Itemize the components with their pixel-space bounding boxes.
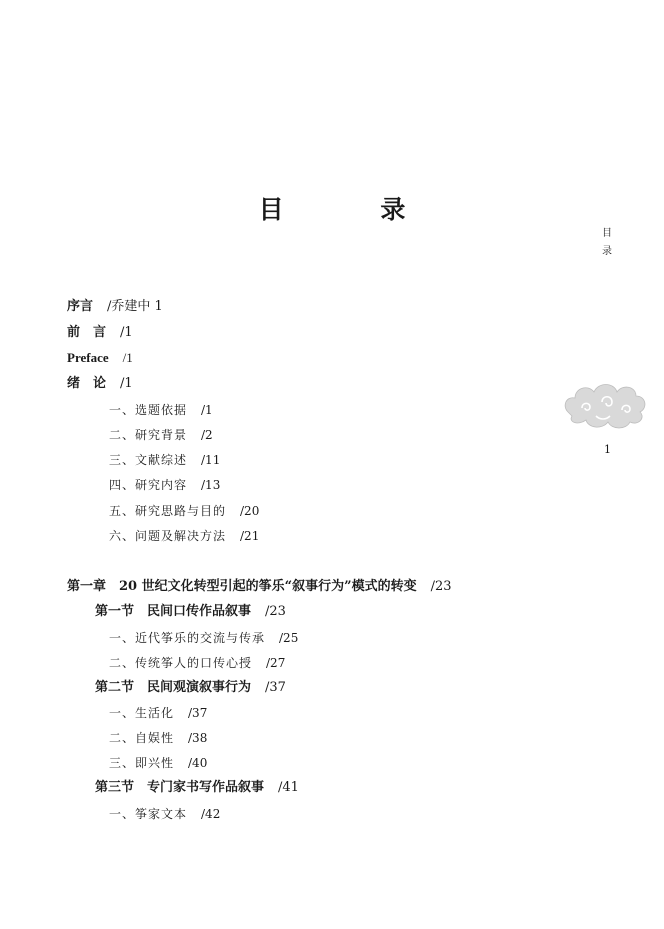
toc-entry-page: /37 [265, 680, 286, 695]
toc-entry-page: /1 [201, 403, 213, 417]
toc-entry-section [95, 679, 286, 697]
toc-entry-page: /1 [120, 376, 133, 391]
toc-entry-title: 绪 论 [67, 376, 107, 391]
toc-entry-title: 六、问题及解决方法 [109, 529, 227, 543]
toc-entry-page: /1 [120, 325, 133, 340]
toc-entry-page: /38 [188, 731, 208, 745]
toc-entry-title: 二、传统筝人的口传心授 [109, 656, 253, 670]
toc-entry-title: 前 言 [67, 325, 107, 340]
toc-entry-title: 序言 [67, 299, 94, 314]
toc-entry-page: /13 [201, 478, 221, 492]
toc-entry-page: /11 [201, 453, 221, 467]
toc-entry [109, 502, 259, 520]
toc-entry-page: /乔建中 1 [107, 299, 163, 314]
toc-entry-page: /25 [279, 631, 299, 645]
toc-entry [109, 654, 285, 672]
toc-entry-preface-en [67, 349, 133, 367]
toc-entry [109, 729, 207, 747]
toc-entry-foreword [67, 324, 133, 342]
toc-entry-title: 一、生活化 [109, 706, 175, 720]
toc-entry-page: /40 [188, 756, 208, 770]
toc-entry-page: /1 [122, 350, 133, 365]
toc-entry [109, 451, 220, 469]
page-title: 目 录 [258, 195, 450, 224]
toc-entry-title: 一、筝家文本 [109, 807, 188, 821]
toc-entry-title: 一、近代筝乐的交流与传承 [109, 631, 266, 645]
toc-entry-title: 四、研究内容 [109, 478, 188, 492]
toc-entry-title: 第二节 民间观演叙事行为 [95, 680, 252, 695]
toc-entry-page: /27 [266, 656, 286, 670]
toc-entry [109, 805, 220, 823]
toc-entry-page: /21 [240, 529, 260, 543]
toc-entry [109, 401, 213, 419]
toc-entry [109, 476, 220, 494]
toc-entry-page: /23 [430, 579, 452, 594]
toc-entry-page: /23 [265, 604, 286, 619]
toc-entry [109, 527, 259, 545]
toc-entry-title: 一、选题依据 [109, 403, 188, 417]
toc-entry-title: 五、研究思路与目的 [109, 504, 227, 518]
toc-entry-page: /20 [240, 504, 260, 518]
toc-entry-title: 二、研究背景 [109, 428, 188, 442]
toc-entry-section [95, 603, 286, 621]
side-tab-char-1: 目 [602, 228, 612, 239]
toc-entry-title: 三、即兴性 [109, 756, 175, 770]
toc-entry-chapter-1 [67, 578, 452, 596]
toc-entry [109, 704, 207, 722]
toc-entry [109, 754, 207, 772]
toc-entry-introduction [67, 375, 133, 393]
page-number: 1 [604, 443, 611, 456]
toc-entry-page: /41 [278, 780, 299, 795]
toc-entry-page: /2 [201, 428, 213, 442]
toc-entry-section [95, 779, 299, 797]
side-tab-char-2: 录 [602, 246, 612, 257]
toc-entry-title: 二、自娱性 [109, 731, 175, 745]
toc-entry-title: 第一节 民间口传作品叙事 [95, 604, 252, 619]
toc-entry [109, 629, 298, 647]
toc-entry-title: 第一章 20 世纪文化转型引起的筝乐“叙事行为”模式的转变 [67, 579, 417, 594]
toc-entry [109, 426, 213, 444]
toc-entry-title: 三、文献综述 [109, 453, 188, 467]
toc-entry-title: 第三节 专门家书写作品叙事 [95, 780, 265, 795]
toc-entry-page: /37 [188, 706, 208, 720]
cloud-ornament-icon [560, 372, 650, 434]
toc-entry-preface-cn [67, 298, 163, 316]
toc-entry-title: Preface [67, 350, 109, 365]
toc-entry-page: /42 [201, 807, 221, 821]
